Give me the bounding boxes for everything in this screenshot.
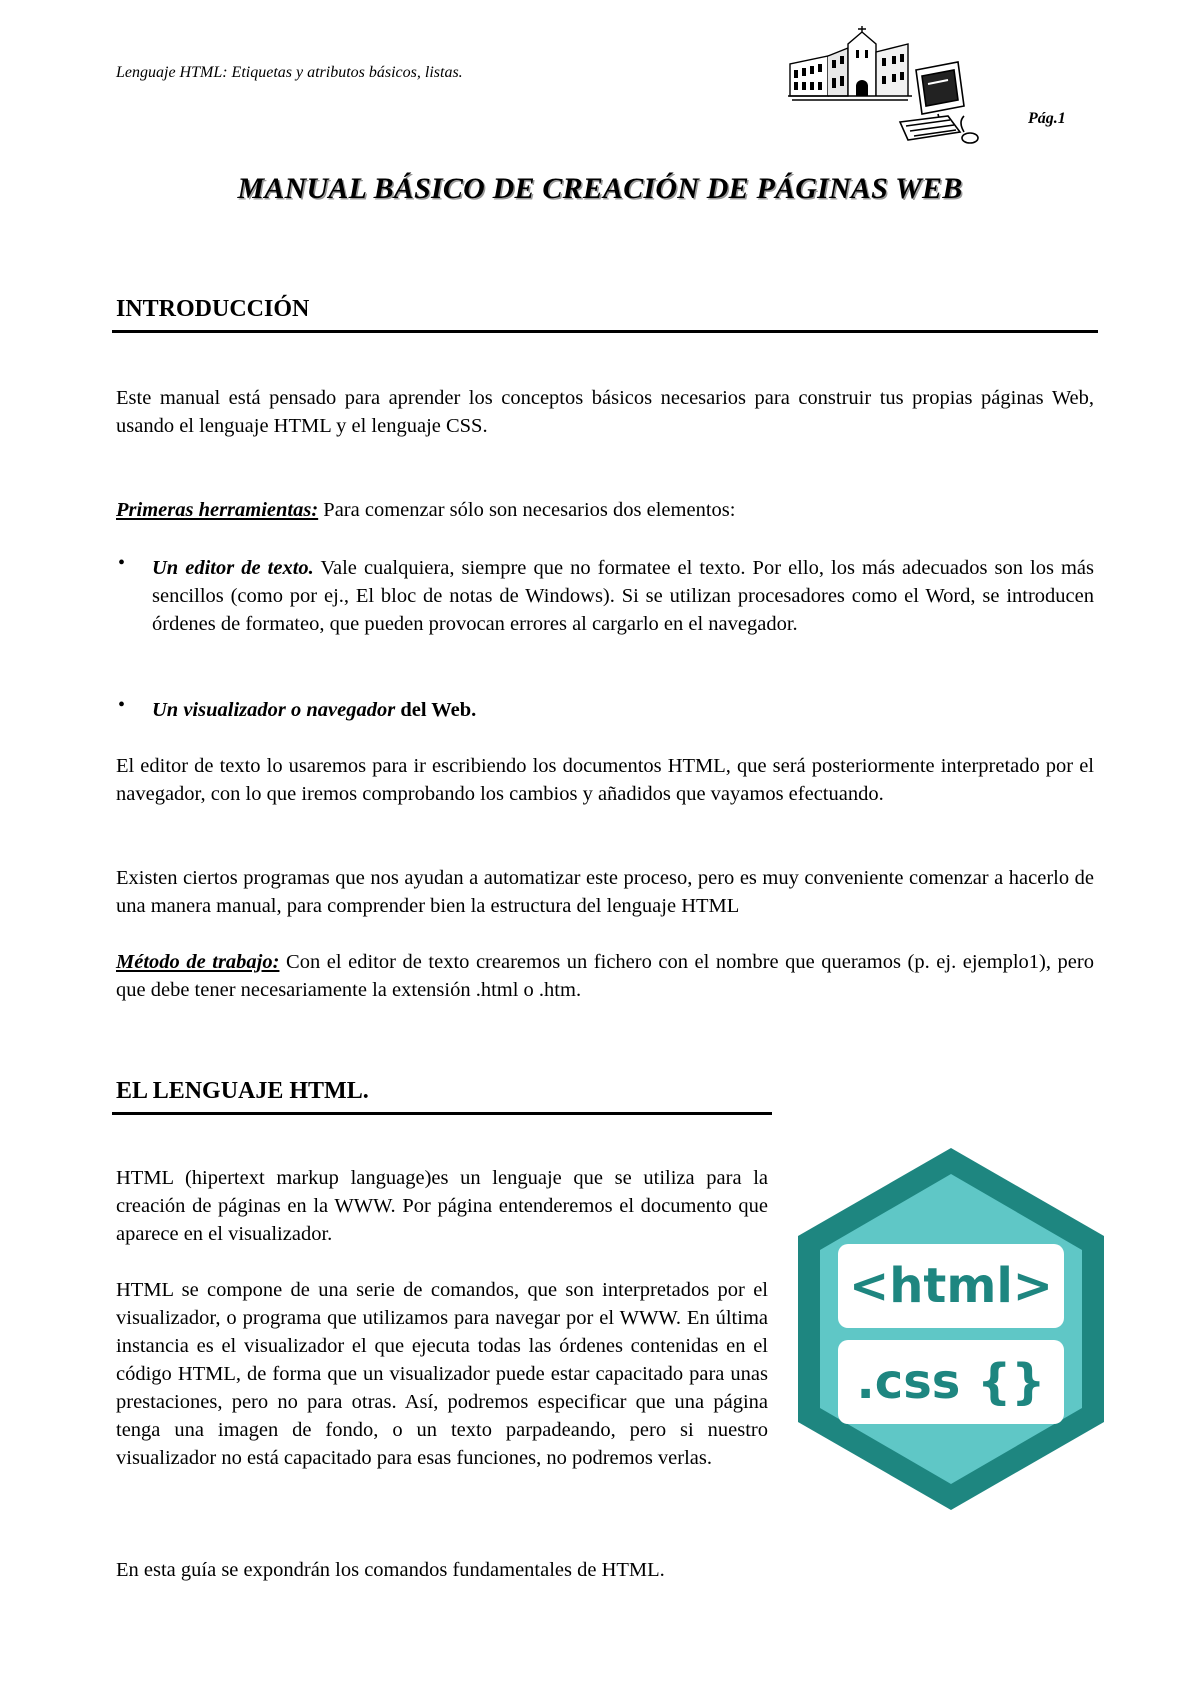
logo-css-text: .css {} xyxy=(856,1354,1046,1410)
guide-paragraph: En esta guía se expondrán los comandos fundamentales de HTML. xyxy=(116,1559,665,1581)
method-paragraph xyxy=(116,948,1094,1004)
html-definition-paragraph: HTML (hipertext markup language)es un lenguaje que se utiliza para la creación de páginas en la WWW. Por página entenderemos el documento que aparece en el visualizador. xyxy=(116,1167,768,1245)
bullet-editor-text: Vale cualquiera, siempre que no formatee el texto. Por ello, los más adecuados son los más sencillos (como por ej., El bloc de notas de Windows). Si se utilizan procesadores como el Word, se introducen órdenes de formateo, que pueden provocan errores al cargarlo en el navegador. xyxy=(152,557,1094,635)
bullet-item-editor xyxy=(152,554,1094,638)
section-rule xyxy=(112,330,1098,333)
bullet-icon: • xyxy=(118,552,126,574)
section-rule xyxy=(112,1112,772,1115)
method-label: Método de trabajo: xyxy=(116,951,280,973)
automation-paragraph: Existen ciertos programas que nos ayudan a automatizar este proceso, pero es muy conveniente comenzar a hacerlo de una manera manual, para comprender bien la estructura del lenguaje HTML xyxy=(116,867,1094,917)
running-header: Lenguaje HTML: Etiquetas y atributos básicos, listas. xyxy=(116,64,463,81)
building-computer-clipart xyxy=(788,26,984,146)
page-number: Pág.1 xyxy=(1028,110,1066,127)
html-css-logo xyxy=(786,1144,1116,1514)
bullet-browser-emphasis: Un visualizador o navegador xyxy=(152,699,396,721)
bullet-browser-text: del Web. xyxy=(395,699,477,721)
tools-text: Para comenzar sólo son necesarios dos elementos: xyxy=(318,499,736,521)
tools-paragraph xyxy=(116,496,1094,524)
tools-label: Primeras herramientas: xyxy=(116,499,319,521)
editor-paragraph: El editor de texto lo usaremos para ir escribiendo los documentos HTML, que será posteriormente interpretado por el navegador, con lo que iremos comprobando los cambios y añadidos que vayamos efectuando. xyxy=(116,755,1094,805)
bullet-icon: • xyxy=(118,694,126,716)
section-heading-lenguaje-html: EL LENGUAJE HTML. xyxy=(116,1078,369,1104)
logo-html-text: <html> xyxy=(848,1258,1054,1314)
html-commands-paragraph: HTML se compone de una serie de comandos, que son interpretados por el visualizador, o programa que utilizamos para navegar por el WWW. En última instancia es el visualizador el que ejecuta todas las órdenes contenidas en el código HTML, de forma que un visualizador puede estar capacitado para unas prestaciones, pero no para otras. Así, podremos especificar que una página tenga una imagen de fondo, o un texto parpadeando, pero si nuestro visualizador no está capacitado para esas funciones, no podremos verlas. xyxy=(116,1279,768,1469)
method-text: Con el editor de texto crearemos un fichero con el nombre que queramos (p. ej. ejemplo1), pero que debe tener necesariamente la extensión .html o .htm. xyxy=(116,951,1094,1001)
section-heading-introduccion: INTRODUCCIÓN xyxy=(116,296,310,322)
bullet-editor-emphasis: Un editor de texto. xyxy=(152,557,314,579)
bullet-item-browser xyxy=(152,696,1094,724)
document-title: MANUAL BÁSICO DE CREACIÓN DE PÁGINAS WEB xyxy=(237,172,963,205)
intro-paragraph: Este manual está pensado para aprender los conceptos básicos necesarios para construir tus propias páginas Web, usando el lenguaje HTML y el lenguaje CSS. xyxy=(116,387,1094,437)
